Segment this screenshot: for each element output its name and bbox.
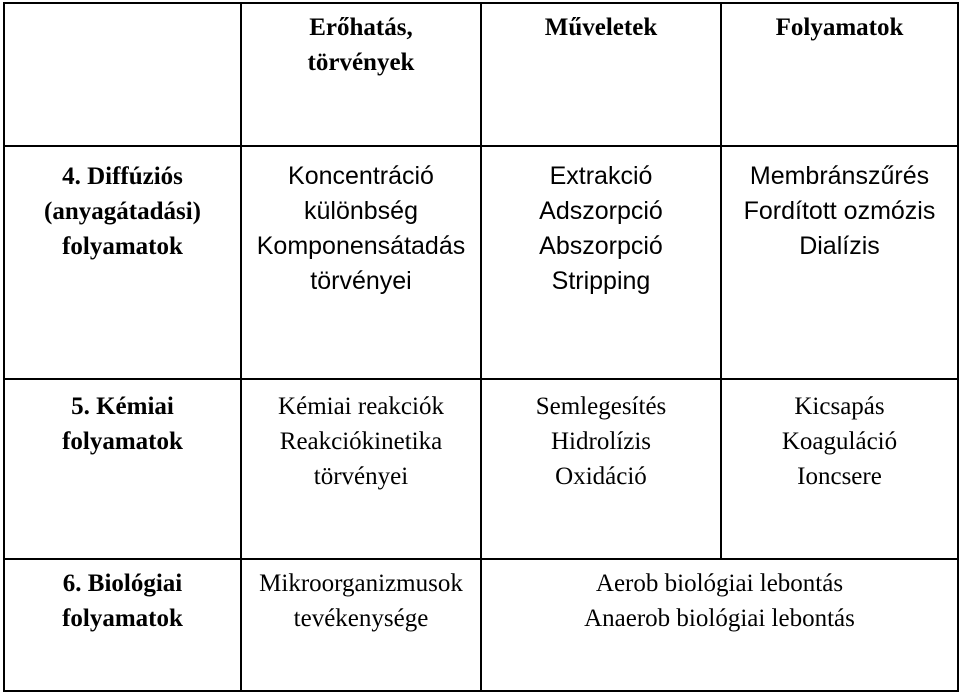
process-line: Fordított ozmózis	[743, 197, 936, 225]
laws-line: Kémiai reakciók	[278, 393, 444, 420]
header-cell-empty	[4, 3, 241, 146]
row-title-line: folyamatok	[62, 233, 183, 260]
row-title-line: 6. Biológiai	[62, 570, 183, 597]
row-title-line: 5. Kémiai	[71, 393, 174, 420]
laws-line: Komponensátadás	[256, 232, 466, 260]
laws-cell-chemical	[241, 379, 481, 559]
operation-line: Stripping	[551, 267, 651, 295]
header-forces-line: Erőhatás,	[309, 14, 413, 41]
operation-line: Hidrolízis	[551, 428, 651, 455]
row-title-biological	[4, 559, 241, 691]
header-cell-forces-laws	[241, 3, 481, 146]
merged-line: Aerob biológiai lebontás	[595, 570, 844, 597]
header-processes-label: Folyamatok	[775, 14, 904, 41]
laws-line: törvényei	[310, 267, 412, 295]
laws-line: tevékenysége	[293, 605, 429, 632]
process-line: Koaguláció	[781, 428, 898, 455]
laws-line: Mikroorganizmusok	[259, 570, 463, 597]
header-cell-operations	[481, 3, 721, 146]
operation-line: Semlegesítés	[535, 393, 667, 420]
operation-line: Oxidáció	[555, 463, 647, 490]
operation-line: Abszorpció	[539, 232, 663, 260]
operations-cell-chemical	[481, 379, 721, 559]
row-title-chemical	[4, 379, 241, 559]
header-laws-line: törvények	[307, 49, 415, 76]
laws-line: törvényei	[313, 463, 409, 490]
header-cell-processes	[721, 3, 958, 146]
process-line: Ioncsere	[797, 463, 882, 490]
processes-cell-chemical	[721, 379, 958, 559]
process-line: Dialízis	[799, 232, 880, 260]
operations-processes-cell-biological	[481, 559, 958, 691]
row-title-line: folyamatok	[62, 428, 183, 455]
header-row	[4, 3, 958, 146]
process-line: Membránszűrés	[749, 162, 930, 190]
laws-line: Reakciókinetika	[279, 428, 443, 455]
row-title-line: (anyagátadási)	[44, 198, 201, 225]
process-line: Kicsapás	[794, 393, 885, 420]
table-row-diffusion	[4, 146, 958, 379]
operation-line: Extrakció	[549, 162, 653, 190]
laws-cell-diffusion	[241, 146, 481, 379]
laws-line: Koncentráció	[288, 162, 434, 190]
laws-cell-biological	[241, 559, 481, 691]
row-title-line: folyamatok	[62, 605, 183, 632]
header-operations-label: Műveletek	[544, 14, 658, 41]
table-row-biological	[4, 559, 958, 691]
table-row-chemical	[4, 379, 958, 559]
process-table	[3, 2, 959, 692]
processes-cell-diffusion	[721, 146, 958, 379]
operations-cell-diffusion	[481, 146, 721, 379]
row-title-diffusion	[4, 146, 241, 379]
row-title-line: 4. Diffúziós	[62, 163, 183, 190]
operation-line: Adszorpció	[539, 197, 663, 225]
laws-line: különbség	[304, 197, 418, 225]
merged-line: Anaerob biológiai lebontás	[584, 605, 855, 632]
